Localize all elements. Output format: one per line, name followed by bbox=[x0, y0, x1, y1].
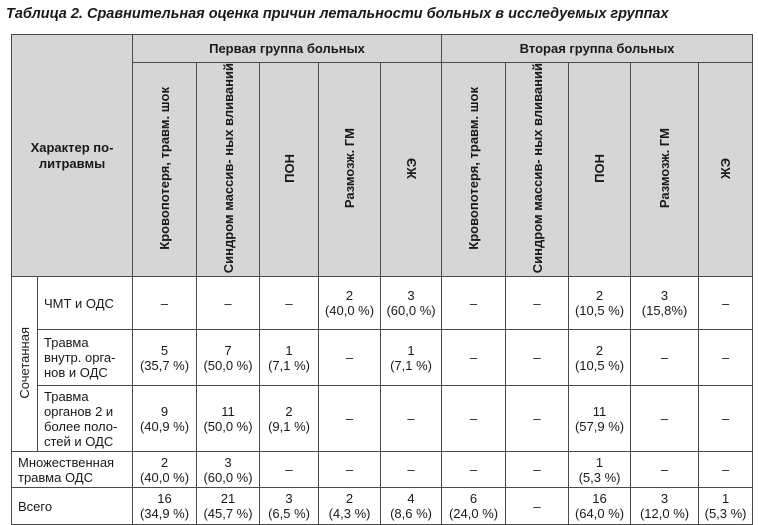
column-header: ЖЭ bbox=[699, 63, 753, 277]
table-cell: – bbox=[631, 330, 699, 386]
table-cell: – bbox=[319, 452, 381, 488]
table-cell: 3 (6,5 %) bbox=[260, 488, 319, 525]
table-caption: Таблица 2. Сравнительная оценка причин летальности больных в исследуемых группах bbox=[6, 6, 669, 22]
column-header: ЖЭ bbox=[381, 63, 442, 277]
table-cell: 1 (7,1 %) bbox=[260, 330, 319, 386]
table-cell: 1 (5,3 %) bbox=[699, 488, 753, 525]
table-row bbox=[12, 330, 753, 386]
table-cell: – bbox=[506, 330, 569, 386]
table-cell: 2 (40,0 %) bbox=[319, 277, 381, 330]
table-row bbox=[12, 452, 753, 488]
table-cell: – bbox=[699, 277, 753, 330]
table-cell: 3 (12,0 %) bbox=[631, 488, 699, 525]
header-row-groups bbox=[12, 35, 753, 63]
table-cell: 1 (7,1 %) bbox=[381, 330, 442, 386]
table-cell: – bbox=[133, 277, 197, 330]
table-cell: – bbox=[260, 452, 319, 488]
table-cell: – bbox=[319, 330, 381, 386]
table-cell: 1 (5,3 %) bbox=[569, 452, 631, 488]
column-header: Кровопотеря, травм. шок bbox=[442, 63, 506, 277]
column-header: Размозж. ГМ bbox=[319, 63, 381, 277]
column-header: ПОН bbox=[569, 63, 631, 277]
table-cell: – bbox=[699, 386, 753, 452]
table-cell: – bbox=[381, 452, 442, 488]
table-cell: – bbox=[442, 277, 506, 330]
table-cell: 3 (60,0 %) bbox=[197, 452, 260, 488]
table-cell: – bbox=[442, 452, 506, 488]
row-label: Травма внутр. орга- нов и ОДС bbox=[38, 330, 133, 386]
table-cell: 2 (40,0 %) bbox=[133, 452, 197, 488]
row-label: Всего bbox=[12, 488, 133, 525]
table-row-total bbox=[12, 488, 753, 525]
table-cell: – bbox=[631, 386, 699, 452]
table-cell: 4 (8,6 %) bbox=[381, 488, 442, 525]
table-cell: – bbox=[197, 277, 260, 330]
table-cell: 2 (4,3 %) bbox=[319, 488, 381, 525]
header-group-1: Первая группа больных bbox=[133, 35, 442, 63]
table-cell: 3 (15,8%) bbox=[631, 277, 699, 330]
table-cell: – bbox=[260, 277, 319, 330]
table-cell: 2 (10,5 %) bbox=[569, 330, 631, 386]
table-cell: 11 (50,0 %) bbox=[197, 386, 260, 452]
table-cell: 6 (24,0 %) bbox=[442, 488, 506, 525]
table-cell: 7 (50,0 %) bbox=[197, 330, 260, 386]
column-header: Размозж. ГМ bbox=[631, 63, 699, 277]
column-header: Кровопотеря, травм. шок bbox=[133, 63, 197, 277]
table-cell: 5 (35,7 %) bbox=[133, 330, 197, 386]
table-cell: – bbox=[631, 452, 699, 488]
table-cell: – bbox=[319, 386, 381, 452]
column-header: Синдром массив- ных вливаний bbox=[197, 63, 260, 277]
table-cell: 9 (40,9 %) bbox=[133, 386, 197, 452]
column-header: Синдром массив- ных вливаний bbox=[506, 63, 569, 277]
table-cell: 16 (64,0 %) bbox=[569, 488, 631, 525]
table-cell: 3 (60,0 %) bbox=[381, 277, 442, 330]
table-cell: – bbox=[442, 386, 506, 452]
table-row bbox=[12, 277, 753, 330]
header-group-2: Вторая группа больных bbox=[442, 35, 753, 63]
table-cell: – bbox=[442, 330, 506, 386]
table-cell: 2 (10,5 %) bbox=[569, 277, 631, 330]
column-header: ПОН bbox=[260, 63, 319, 277]
table-cell: – bbox=[506, 488, 569, 525]
table-cell: 2 (9,1 %) bbox=[260, 386, 319, 452]
table-cell: 21 (45,7 %) bbox=[197, 488, 260, 525]
table-cell: – bbox=[506, 386, 569, 452]
table-cell: 16 (34,9 %) bbox=[133, 488, 197, 525]
table-cell: – bbox=[381, 386, 442, 452]
mortality-table bbox=[11, 34, 753, 525]
table-cell: – bbox=[699, 452, 753, 488]
header-characteristic: Характер по- литравмы bbox=[12, 35, 133, 277]
row-label: Травма органов 2 и более поло- стей и ОДС bbox=[38, 386, 133, 452]
table-row bbox=[12, 386, 753, 452]
combined-trauma-label: Сочетанная bbox=[12, 277, 38, 452]
table-cell: 11 (57,9 %) bbox=[569, 386, 631, 452]
table-cell: – bbox=[699, 330, 753, 386]
row-label: Множественная травма ОДС bbox=[12, 452, 133, 488]
row-label: ЧМТ и ОДС bbox=[38, 277, 133, 330]
table-cell: – bbox=[506, 452, 569, 488]
table-cell: – bbox=[506, 277, 569, 330]
